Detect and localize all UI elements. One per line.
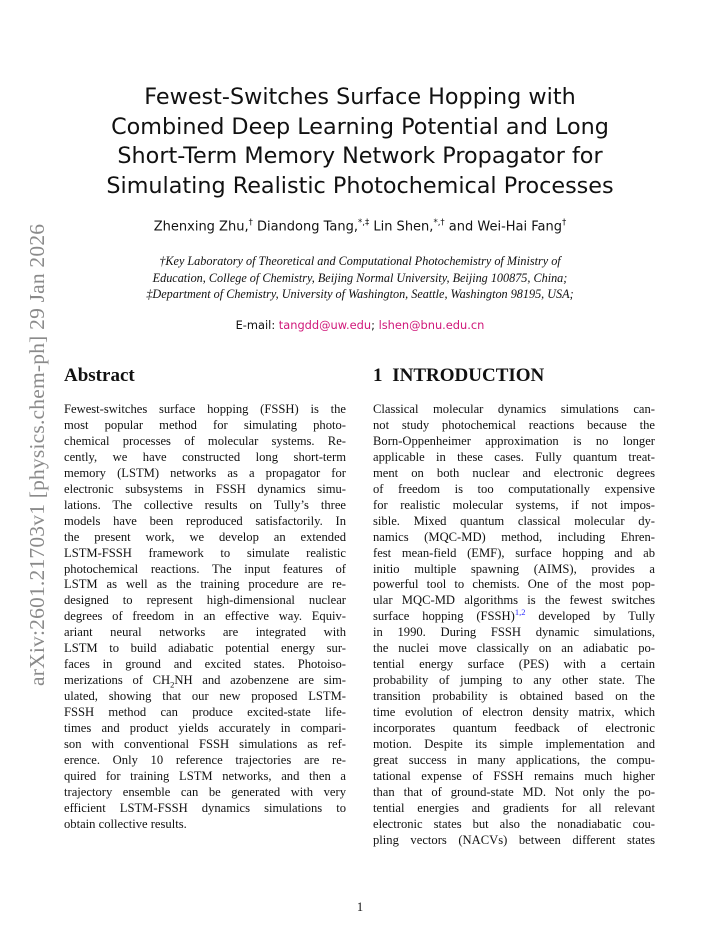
title-line: Short-Term Memory Network Propagator for (117, 143, 603, 169)
text-line: lations. The collective results on Tully’s three (64, 497, 346, 512)
email-link[interactable]: tangdd@uw.edu (278, 318, 372, 332)
email-separator: ; (371, 318, 379, 332)
text-line: most popular method for simulating photo- (64, 417, 346, 432)
author-name: Diandong Tang, (252, 219, 358, 235)
introduction-body (373, 402, 655, 849)
text-line: electronic subsystems in FSSH dynamics simu- (64, 481, 346, 496)
text-line: incorporates quantum feedback of electronic (373, 721, 655, 736)
text-line: trajectory ensemble can be generated with very (64, 784, 346, 799)
paper-title (60, 83, 660, 201)
email-link[interactable]: lshen@bnu.edu.cn (378, 318, 485, 332)
affiliation-mark: † (561, 218, 567, 228)
text-line: the nuclei move classically on an adiabatic po- (373, 641, 655, 656)
text-line: than that of ground-state MD. Not only the po- (373, 784, 655, 799)
page-number: 1 (356, 900, 364, 914)
author-name: and Wei-Hai Fang (444, 219, 562, 235)
email-line (60, 318, 660, 332)
text-line: photochemical reactions. The input features of (64, 561, 346, 576)
text-line: transition probability is obtained based on the (373, 689, 655, 704)
text-fragment: developed by Tully (525, 609, 655, 624)
text-line: great success in many applications, the compu- (373, 752, 655, 767)
text-line: namics (MQC-MD) method, including Ehren- (373, 529, 655, 544)
affiliation-line: †Key Laboratory of Theoretical and Computational Photochemistry of Ministry of (159, 254, 561, 268)
affiliation-line: Education, College of Chemistry, Beijing Normal University, Beijing 100875, China; (152, 270, 568, 285)
svg-text:arXiv:2601.21703v1 [physics.c: arXiv:2601.21703v1 [physics.chem-ph] 29 Jan 2026 (25, 223, 49, 686)
text-line: LSTM as well as the training procedure are re- (64, 577, 346, 592)
text-fragment: surface hopping (FSSH) (373, 609, 515, 624)
text-line: degrees of freedom in an effective way. Equiv- (64, 609, 346, 624)
author-list (60, 218, 660, 234)
text-line (373, 609, 655, 625)
text-line: son with conventional FSSH simulations as ref- (64, 737, 346, 752)
text-line: time evolution of electron density matrix, which (373, 705, 655, 720)
text-line: probability of jumping to any other state. The (373, 673, 655, 688)
title-line: Fewest-Switches Surface Hopping with (144, 84, 576, 110)
text-line: Fewest-switches surface hopping (FSSH) is the (64, 402, 346, 416)
text-line: tential energies and gradients for all relevant (373, 800, 655, 815)
text-line: LSTM-FSSH framework to simulate realistic (64, 545, 346, 560)
text-line: obtain collective results. (64, 816, 187, 831)
author-name: Lin Shen, (369, 219, 434, 235)
affiliations (60, 253, 660, 303)
affiliation-mark: † (248, 218, 253, 228)
affiliation-mark: *,‡ (358, 218, 370, 228)
text-line: fest mean-field (EMF), surface hopping and ab (373, 545, 655, 560)
text-line: quired for training LSTM networks, and then a (64, 768, 346, 783)
text-line: in 1990. During FSSH dynamic simulations, (373, 625, 655, 640)
text-line: efficient LSTM-FSSH dynamics simulations to (64, 800, 346, 815)
text-line: pling vectors (NACVs) between different states (373, 832, 655, 847)
text-line: Classical molecular dynamics simulations can- (373, 402, 655, 416)
affiliation-mark: *,† (433, 218, 445, 228)
abstract-heading: Abstract (64, 365, 135, 386)
text-line: erence. Only 10 reference trajectories are re- (64, 752, 346, 767)
title-line: Combined Deep Learning Potential and Long (111, 113, 609, 140)
text-line: LSTM to build adiabatic potential energy sur- (64, 641, 346, 656)
text-fragment: NH and azobenzene are sim- (174, 673, 346, 688)
text-line: tational expense of FSSH remains much higher (373, 768, 655, 783)
text-line: the present work, we develop an extended (64, 529, 346, 544)
text-line: FSSH method can produce excited-state life- (64, 705, 346, 720)
text-line: of freedom is too computationally expensive (373, 481, 655, 496)
text-line: ariant neural networks are integrated with (64, 625, 346, 640)
subscript: 2 (170, 679, 175, 690)
text-line: faces in ground and excited states. Photoiso- (64, 657, 346, 672)
text-line (64, 673, 346, 689)
text-line: tential energy surface (PES) with a certain (373, 657, 655, 672)
author-name: Zhenxing Zhu, (153, 219, 249, 235)
text-line: electronic states but also the nonadiabatic cou- (373, 816, 655, 831)
text-line: memory (LSTM) networks as a propagator for (64, 465, 346, 480)
text-line: designed to represent high-dimensional nuclear (64, 593, 346, 608)
text-fragment: merizations of CH (64, 673, 171, 688)
text-line: not study photochemical reactions because the (373, 417, 655, 432)
affiliation-line: ‡Department of Chemistry, University of Washington, Seattle, Washington 98195, USA; (146, 287, 574, 301)
title-line: Simulating Realistic Photochemical Processes (106, 172, 614, 199)
introduction-heading: 1 INTRODUCTION (373, 365, 545, 386)
text-line: cently, we have constructed long short-term (64, 449, 346, 464)
text-line: chemical processes of molecular systems. Re- (64, 433, 346, 448)
text-line: powerful tool to chemists. One of the most pop- (373, 577, 655, 592)
arxiv-identifier (6, 208, 58, 688)
text-line: motion. Despite its simple implementation and (373, 737, 655, 752)
text-line: Born-Oppenheimer approximation is no longer (373, 433, 655, 448)
email-label: E-mail: (235, 318, 279, 332)
text-line: ular MQC-MD algorithms is the fewest switches (373, 593, 655, 608)
citation-link[interactable]: 1,2 (514, 607, 526, 618)
text-line: for realistic molecular systems, if not impos- (373, 497, 655, 512)
abstract-body (64, 402, 346, 833)
text-line: ment on both nuclear and electronic degrees (373, 465, 655, 480)
text-line: applicable in these cases. Fully quantum treat- (373, 449, 655, 464)
text-line: initio multiple spawning (AIMS), provides a (373, 561, 655, 576)
text-line: times and product yields accurately in compari- (64, 721, 346, 736)
text-line: ulated, showing that our new proposed LSTM- (64, 689, 346, 704)
text-line: sible. Mixed quantum classical molecular dy- (373, 513, 655, 528)
text-line: models have been reproduced satisfactorily. In (64, 513, 346, 528)
